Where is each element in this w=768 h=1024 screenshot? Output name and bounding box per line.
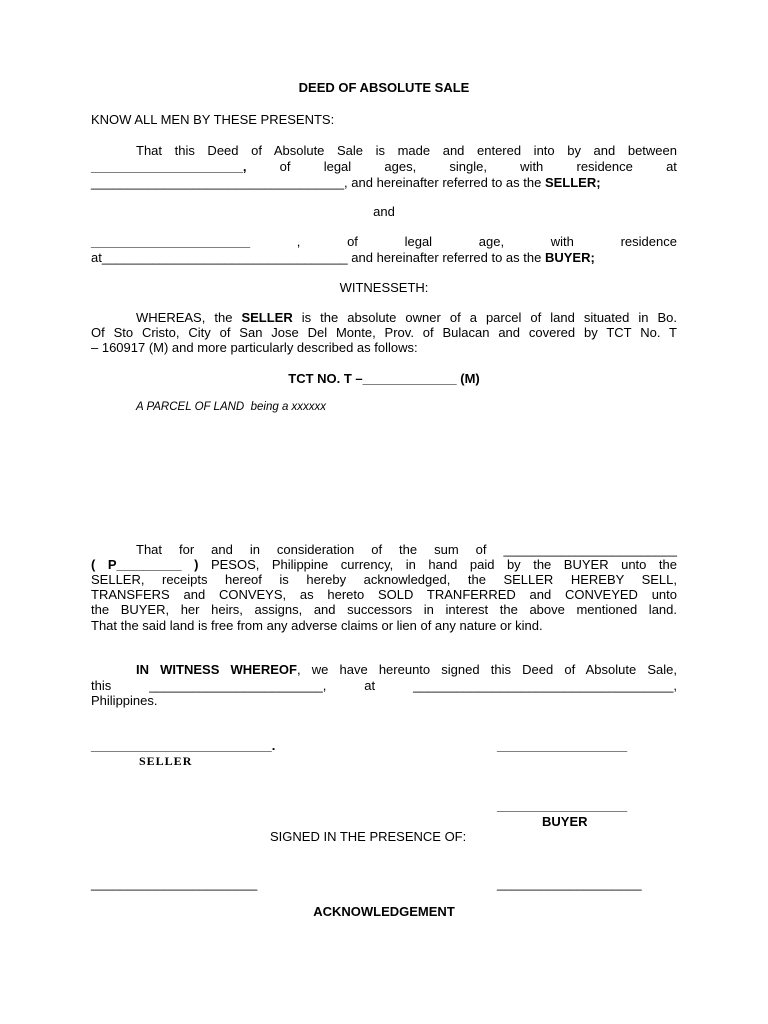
intro-line-1: That this Deed of Absolute Sale is made and entered into by and between [136,143,677,158]
acknowledgement-heading: ACKNOWLEDGEMENT [313,904,455,919]
whereas-line-3: – 160917 (M) and more particularly described as follows: [91,340,418,355]
seller-term: SELLER; [544,175,601,190]
whereas-line-2: Of Sto Cristo, City of San Jose Del Monte, Prov. of Bulacan and covered by TCT No. T [91,325,677,340]
witnesseth-heading: WITNESSETH: [339,280,429,295]
consideration-line-4: TRANSFERS and CONVEYS, as hereto SOLD TRANFERRED and CONVEYED unto [91,587,677,602]
whereas-line-1: WHEREAS, the SELLER is the absolute owner of a parcel of land situated in Bo. [136,310,678,325]
buyer-label: BUYER [542,814,588,829]
consideration-line-6: That the said land is free from any adverse claims or lien of any nature or kind. [91,618,543,633]
seller-signature-line: _________________________. [91,738,276,753]
signed-in-presence: SIGNED IN THE PRESENCE OF: [270,829,467,844]
and-connector: and [373,204,395,219]
witness-line-3: Philippines. [91,693,158,708]
witness-signature-line-2: ____________________ [497,876,642,891]
right-signature-line-1: __________________ [497,738,628,753]
right-signature-line-2: __________________ [497,798,628,813]
witness-line-1: IN WITNESS WHEREOF, we have hereunto signed this Deed of Absolute Sale, [136,662,677,677]
buyer-line-1: ______________________ , of legal age, with residence [91,234,677,249]
buyer-term: BUYER; [544,250,595,265]
consideration-line-5: the BUYER, her heirs, assigns, and successors in interest the above mentioned land. [91,602,677,617]
consideration-line-1: That for and in consideration of the sum of ________________________ [136,542,677,557]
intro-line-2: _____________________, of legal ages, single, with residence at [91,159,677,174]
seller-label: SELLER [139,754,193,768]
witness-signature-line-1: _______________________ [91,876,258,891]
intro-line-3: ___________________________________, and hereinafter referred to as the SELLER; [91,175,601,190]
pesos-amount-blank: ( P_________ ) [91,557,199,572]
buyer-line-2: at__________________________________ and hereinafter referred to as the BUYER; [91,250,595,265]
tct-heading: TCT NO. T –_____________ (M) [288,371,480,386]
consideration-line-2: ( P_________ ) PESOS, Philippine currency, in hand paid by the BUYER unto the [91,557,677,572]
salutation: KNOW ALL MEN BY THESE PRESENTS: [91,112,335,127]
document-title: DEED OF ABSOLUTE SALE [298,80,470,95]
deed-page [91,0,677,1024]
witness-line-2: this ________________________, at ____________________________________, [91,678,677,693]
consideration-line-3: SELLER, receipts hereof is hereby acknowledged, the SELLER HEREBY SELL, [91,572,677,587]
parcel-description: A PARCEL OF LAND being a xxxxxx [136,401,327,413]
